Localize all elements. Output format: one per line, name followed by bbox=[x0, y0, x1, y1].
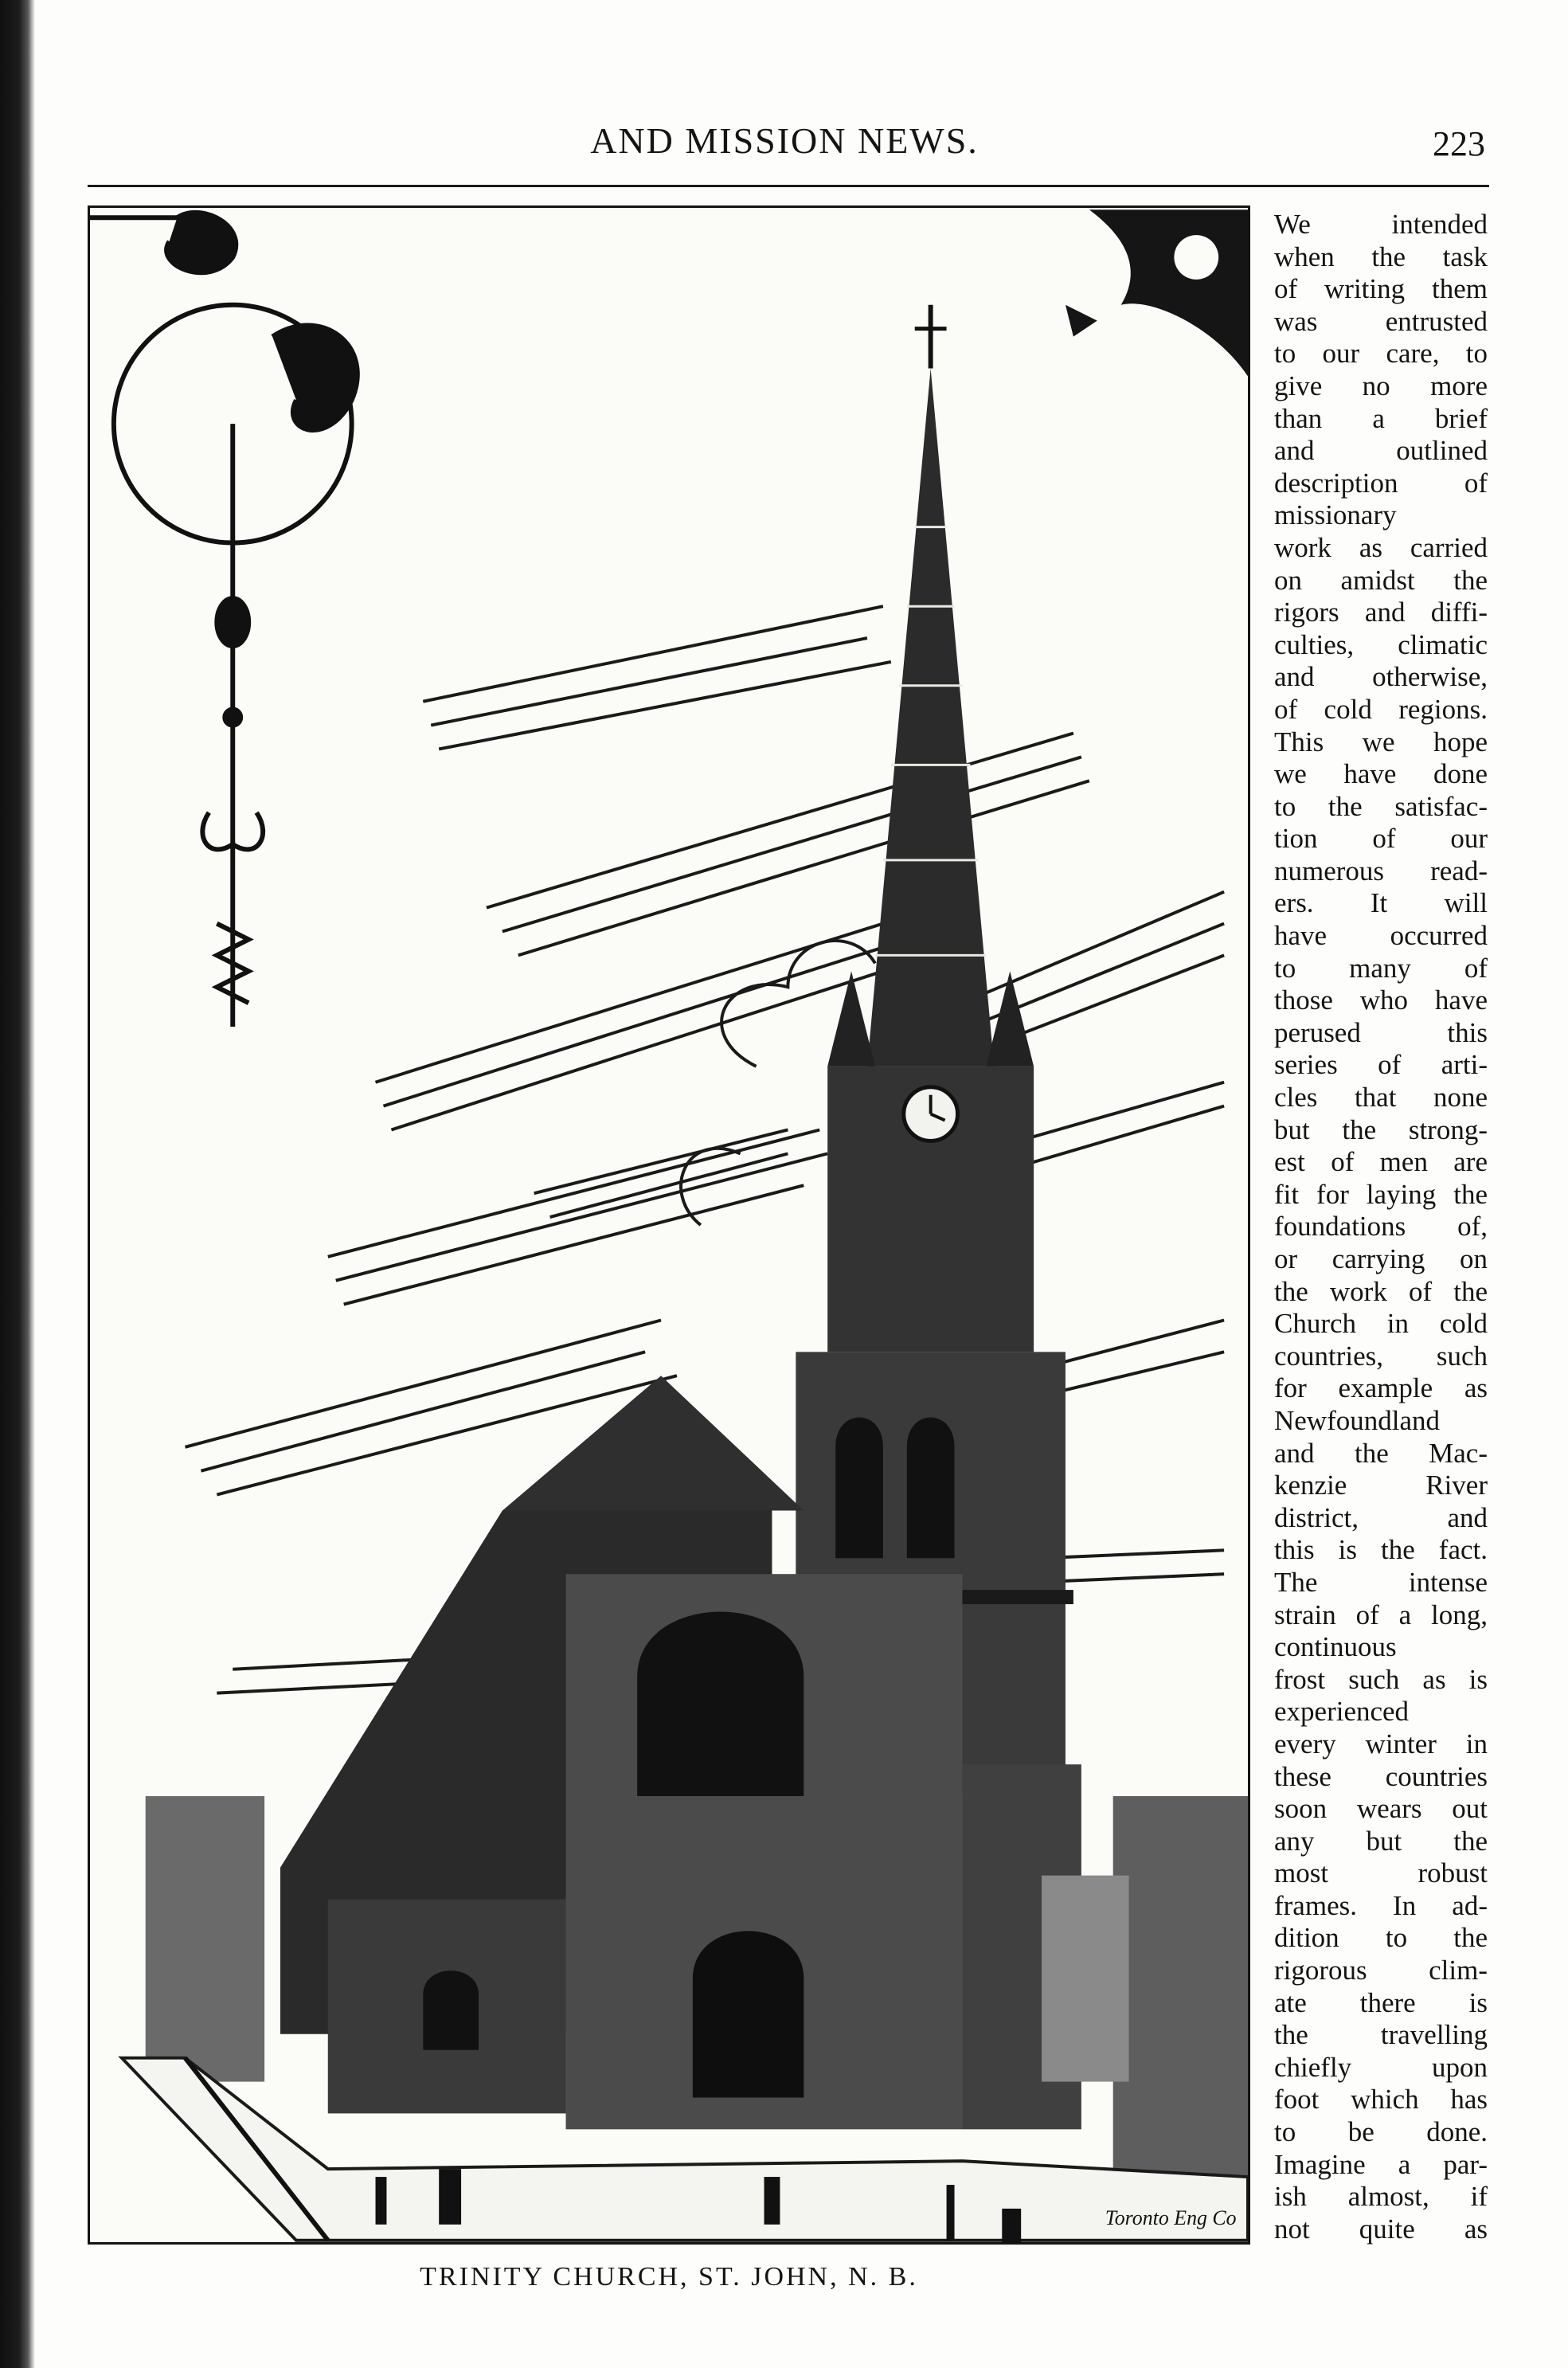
text-line: dition to the bbox=[1274, 1922, 1488, 1954]
text-line: est of men are bbox=[1274, 1146, 1488, 1178]
text-line: missionary bbox=[1274, 499, 1397, 531]
text-line: Newfoundland bbox=[1274, 1404, 1441, 1436]
text-line: Church in cold bbox=[1274, 1308, 1488, 1340]
church-illustration bbox=[90, 208, 1248, 2242]
text-line: strain of a long, bbox=[1274, 1599, 1488, 1630]
body-text-column bbox=[1274, 209, 1488, 2245]
text-line: but the strong- bbox=[1274, 1114, 1488, 1145]
text-line: to be done. bbox=[1274, 2116, 1488, 2148]
text-line: numerous read- bbox=[1274, 855, 1488, 887]
text-line: or carrying on bbox=[1274, 1243, 1488, 1274]
text-line: we have done bbox=[1274, 758, 1488, 790]
text-line: those who have bbox=[1274, 984, 1488, 1016]
text-line: rigors and diffi- bbox=[1274, 597, 1488, 628]
text-line: to many of bbox=[1274, 952, 1488, 984]
text-line: work as carried bbox=[1274, 531, 1488, 563]
text-line: of writing them bbox=[1274, 273, 1488, 305]
text-line: to the satisfac- bbox=[1274, 790, 1488, 822]
text-line: Imagine a par- bbox=[1274, 2148, 1488, 2180]
text-line: frost such as is bbox=[1274, 1663, 1488, 1695]
text-line: culties, climatic bbox=[1274, 628, 1488, 660]
text-line: experienced bbox=[1274, 1696, 1410, 1728]
text-line: than a brief bbox=[1274, 402, 1488, 434]
text-line: foundations of, bbox=[1274, 1211, 1488, 1243]
text-line: most robust bbox=[1274, 1857, 1488, 1889]
text-line: the travelling bbox=[1274, 2019, 1488, 2051]
page-header bbox=[88, 119, 1489, 167]
page-number: 223 bbox=[1433, 124, 1485, 163]
text-line: this is the fact. bbox=[1274, 1534, 1488, 1566]
text-line: continuous bbox=[1274, 1631, 1397, 1663]
text-line: kenzie River bbox=[1274, 1470, 1488, 1501]
church-spire bbox=[867, 305, 994, 1067]
text-line: of cold regions. bbox=[1274, 693, 1488, 725]
corner-ornament bbox=[1066, 209, 1248, 376]
text-line: give no more bbox=[1274, 370, 1488, 401]
figure-caption: TRINITY CHURCH, ST. JOHN, N. B. bbox=[420, 2262, 918, 2292]
text-line: for example as bbox=[1274, 1372, 1488, 1404]
text-line: soon wears out bbox=[1274, 1793, 1488, 1825]
text-line: district, and bbox=[1274, 1501, 1488, 1533]
text-line: foot which has bbox=[1274, 2084, 1488, 2116]
text-line: ish almost, if bbox=[1274, 2181, 1488, 2213]
text-line: and the Mac- bbox=[1274, 1437, 1488, 1469]
text-line: when the task bbox=[1274, 241, 1488, 272]
text-line: and outlined bbox=[1274, 435, 1488, 467]
text-line: have occurred bbox=[1274, 920, 1488, 952]
scan-binding-edge bbox=[0, 0, 35, 2368]
text-line: not quite as bbox=[1274, 2213, 1488, 2245]
church-engraving bbox=[88, 205, 1250, 2245]
text-line: chiefly upon bbox=[1274, 2051, 1488, 2083]
text-line: was entrusted bbox=[1274, 305, 1488, 337]
text-line: and otherwise, bbox=[1274, 661, 1488, 693]
text-line: every winter in bbox=[1274, 1728, 1488, 1759]
text-line: to our care, to bbox=[1274, 338, 1488, 370]
engraver-mark: Toronto Eng Co bbox=[1105, 2206, 1237, 2229]
text-line: series of arti- bbox=[1274, 1049, 1488, 1081]
text-line: We intended bbox=[1274, 209, 1488, 240]
running-head: AND MISSION NEWS. bbox=[590, 120, 979, 161]
text-line: on amidst the bbox=[1274, 564, 1488, 596]
text-line: tion of our bbox=[1274, 823, 1488, 855]
text-line: perused this bbox=[1274, 1016, 1488, 1048]
text-line: The intense bbox=[1274, 1566, 1488, 1598]
text-line: ate there is bbox=[1274, 1986, 1488, 2018]
text-line: these countries bbox=[1274, 1760, 1488, 1792]
scroll-ornament bbox=[90, 213, 358, 1027]
text-line: any but the bbox=[1274, 1825, 1488, 1857]
text-line: This we hope bbox=[1274, 726, 1488, 757]
text-line: ers. It will bbox=[1274, 887, 1488, 919]
header-rule bbox=[88, 185, 1489, 187]
text-line: frames. In ad- bbox=[1274, 1889, 1488, 1921]
text-line: rigorous clim- bbox=[1274, 1955, 1488, 1986]
text-line: description of bbox=[1274, 467, 1488, 499]
text-line: cles that none bbox=[1274, 1082, 1488, 1114]
text-line: countries, such bbox=[1274, 1340, 1488, 1372]
text-line: fit for laying the bbox=[1274, 1178, 1488, 1210]
text-line: the work of the bbox=[1274, 1275, 1488, 1307]
